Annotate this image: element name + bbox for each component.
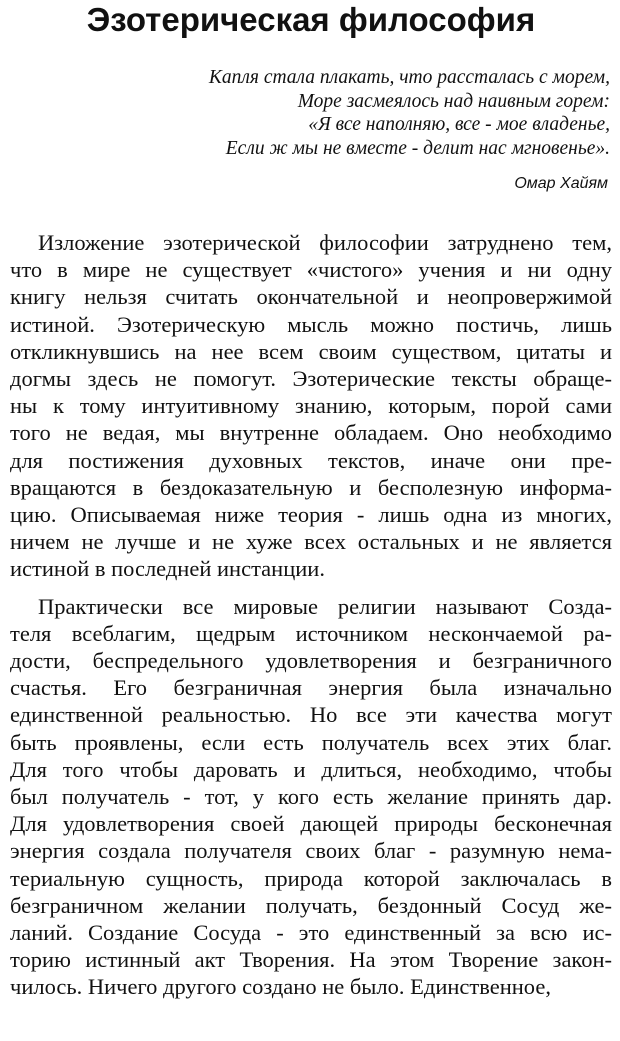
text-line: ничем не лучше и не хуже всех остальных и не является — [10, 529, 612, 555]
text-line: что в мире не существует «чистого» учения и ни одну — [10, 257, 612, 283]
text-line: вращаются в бездоказательную и бесполезную информа- — [10, 474, 612, 500]
paragraph — [10, 593, 612, 1001]
text-line: териальную сущность, природа которой заключалась в — [10, 865, 612, 891]
text-line: ны к тому интуитивному знанию, которым, порой сами — [10, 393, 612, 419]
epigraph-line: Капля стала плакать, что рассталась с морем, — [208, 67, 610, 88]
paragraph — [10, 229, 612, 583]
text-line: чилось. Ничего другого создано не было. Единственное, — [10, 974, 551, 1000]
epigraph — [10, 66, 612, 160]
text-line: безграничном желании получать, бездонный Сосуд же- — [10, 892, 612, 918]
text-line: ланий. Создание Сосуда - это единственный за всю ис- — [10, 920, 612, 946]
text-line: быть проявлены, если есть получатель всех этих благ. — [10, 729, 612, 755]
text-line: счастья. Его безграничная энергия была изначально — [10, 675, 612, 701]
text-line: для постижения духовных текстов, иначе они пре- — [10, 447, 612, 473]
text-line: книгу нельзя считать окончательной и неопровержимой — [10, 284, 612, 310]
text-line: Практически все мировые религии называют Созда- — [38, 593, 612, 619]
text-line: теля всеблагим, щедрым источником нескончаемой ра- — [10, 620, 612, 646]
text-line: энергия создала получателя своих благ - разумную нема- — [10, 838, 612, 864]
text-line: торию истинный акт Творения. На этом Творение закон- — [10, 947, 612, 973]
text-line: догмы здесь не помогут. Эзотерические тексты обраще- — [10, 366, 612, 392]
text-line: цию. Описываемая ниже теория - лишь одна из многих, — [10, 502, 612, 528]
text-line: истиной. Эзотерическую мысль можно постичь, лишь — [10, 311, 612, 337]
epigraph-author: Омар Хайям — [514, 175, 608, 192]
text-line: был получатель - тот, у кого есть желание принять дар. — [10, 784, 612, 810]
text-line: дости, беспредельного удовлетворения и безграничного — [10, 648, 612, 674]
epigraph-line: Если ж мы не вместе - делит нас мгновенье». — [225, 137, 610, 159]
epigraph-line: «Я все наполняю, все - мое владенье, — [308, 114, 610, 135]
text-line: того не ведая, мы внутренне обладаем. Оно необходимо — [10, 420, 612, 446]
epigraph-line: Море засмеялось над наивным горем: — [297, 90, 610, 112]
text-line: единственной реальностью. Но все эти качества могут — [10, 702, 612, 728]
text-line: откликнувшись на нее всем своим существом, цитаты и — [10, 338, 612, 364]
body-text — [10, 229, 612, 1001]
text-line: Изложение эзотерической философии затруднено тем, — [38, 230, 612, 255]
text-line: истиной в последней инстанции. — [10, 556, 325, 582]
text-line: Для удовлетворения своей дающей природы бесконечная — [10, 811, 612, 837]
text-line: Для того чтобы даровать и длиться, необходимо, чтобы — [10, 756, 612, 782]
page-title: Эзотерическая философия — [86, 1, 536, 38]
